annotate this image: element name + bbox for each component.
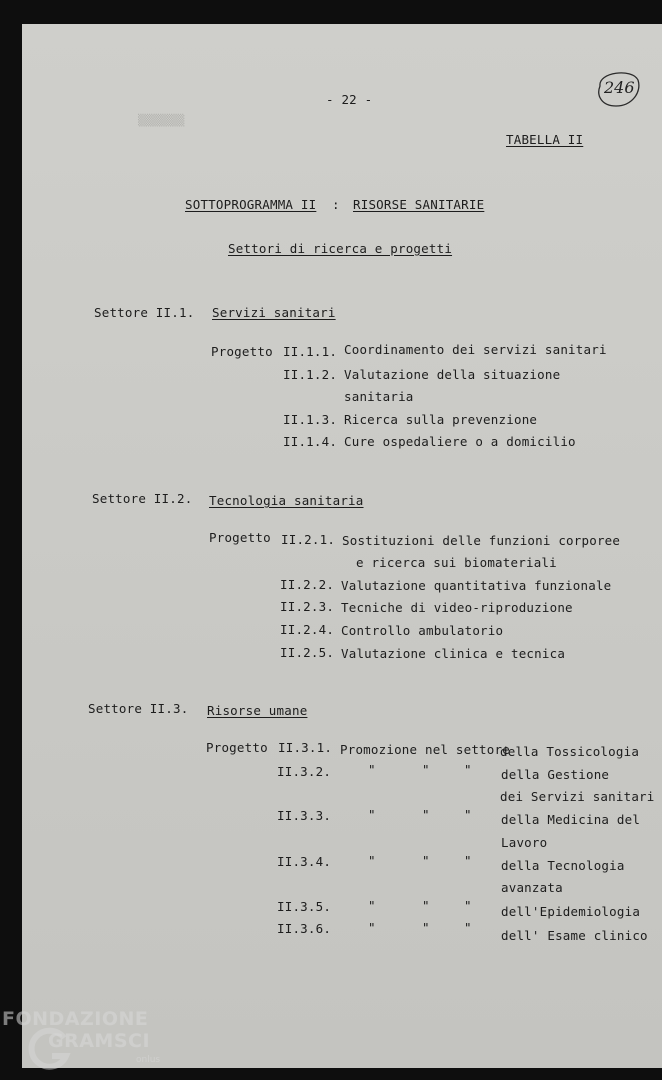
project-code: II.1.3. bbox=[283, 412, 338, 427]
promotion-text: Promozione nel settore bbox=[340, 742, 510, 757]
project-code: II.2.2. bbox=[280, 577, 335, 592]
sector-name: Servizi sanitari bbox=[212, 305, 336, 320]
project-description: Sostituzioni delle funzioni corporee bbox=[342, 533, 621, 548]
project-description: Valutazione clinica e tecnica bbox=[341, 646, 566, 661]
sector-code: Settore II.3. bbox=[88, 701, 189, 716]
project-code: II.3.6. bbox=[277, 921, 332, 936]
project-code: II.3.3. bbox=[277, 808, 332, 823]
project-code: II.1.1. bbox=[283, 344, 338, 359]
ditto-mark: " bbox=[368, 762, 376, 777]
ditto-mark: " bbox=[368, 853, 376, 868]
document-page bbox=[22, 24, 662, 1068]
subprogram-separator: : bbox=[332, 197, 340, 212]
ditto-mark: " bbox=[464, 853, 472, 868]
project-description: Cure ospedaliere o a domicilio bbox=[344, 434, 576, 449]
project-code: II.2.4. bbox=[280, 622, 335, 637]
ditto-mark: " bbox=[464, 898, 472, 913]
subprogram-label: SOTTOPROGRAMMA II bbox=[185, 197, 317, 212]
watermark-line2: GRAMSCI bbox=[48, 1030, 151, 1052]
subprogram-title: RISORSE SANITARIE bbox=[353, 197, 485, 212]
project-code: II.2.1. bbox=[281, 532, 336, 547]
project-description: Coordinamento dei servizi sanitari bbox=[344, 342, 607, 357]
project-description: della Gestione bbox=[501, 767, 610, 782]
ditto-mark: " bbox=[368, 920, 376, 935]
project-code: II.2.5. bbox=[280, 645, 335, 660]
project-code: II.3.1. bbox=[278, 740, 333, 755]
ditto-mark: " bbox=[422, 853, 430, 868]
table-label: TABELLA II bbox=[506, 132, 584, 147]
project-description: della Tossicologia bbox=[500, 744, 640, 759]
ditto-mark: " bbox=[368, 898, 376, 913]
sector-name: Tecnologia sanitaria bbox=[209, 493, 364, 508]
sector-name: Risorse umane bbox=[207, 703, 308, 718]
project-description: sanitaria bbox=[344, 389, 414, 404]
page-number: - 22 - bbox=[326, 92, 373, 107]
archive-stamp bbox=[592, 66, 644, 110]
watermark-line1: FONDAZIONE bbox=[2, 1008, 149, 1030]
sector-code: Settore II.2. bbox=[92, 491, 193, 506]
project-description: dell'Epidemiologia bbox=[501, 904, 641, 919]
sector-code: Settore II.1. bbox=[94, 305, 195, 320]
project-description: della Tecnologia bbox=[501, 858, 625, 873]
ditto-mark: " bbox=[368, 807, 376, 822]
project-description: Valutazione quantitativa funzionale bbox=[341, 578, 612, 593]
ditto-mark: " bbox=[464, 920, 472, 935]
project-description: Controllo ambulatorio bbox=[341, 623, 504, 638]
project-description: Lavoro bbox=[501, 835, 548, 850]
watermark-line3: onlus bbox=[136, 1055, 161, 1065]
bleed-through-mark: ▒▒▒▒▒▒▒ bbox=[138, 114, 185, 127]
ditto-mark: " bbox=[422, 898, 430, 913]
project-description: dell' Esame clinico bbox=[501, 928, 648, 943]
ditto-mark: " bbox=[464, 807, 472, 822]
subtitle: Settori di ricerca e progetti bbox=[228, 241, 453, 256]
project-code: II.1.4. bbox=[283, 434, 338, 449]
project-description: Valutazione della situazione bbox=[344, 367, 561, 382]
project-description: e ricerca sui biomateriali bbox=[356, 555, 557, 570]
project-label: Progetto bbox=[209, 530, 271, 545]
project-code: II.3.2. bbox=[277, 764, 332, 779]
project-description: avanzata bbox=[501, 880, 563, 895]
project-code: II.1.2. bbox=[283, 367, 338, 382]
ditto-mark: " bbox=[422, 807, 430, 822]
stamp-number: 246 bbox=[604, 78, 635, 97]
project-description: dei Servizi sanitari bbox=[500, 789, 655, 804]
project-label: Progetto bbox=[206, 740, 268, 755]
ditto-mark: " bbox=[464, 762, 472, 777]
project-description: della Medicina del bbox=[501, 812, 641, 827]
ditto-mark: " bbox=[422, 920, 430, 935]
project-code: II.2.3. bbox=[280, 599, 335, 614]
project-label: Progetto bbox=[211, 344, 273, 359]
project-description: Tecniche di video-riproduzione bbox=[341, 600, 573, 615]
watermark-logo bbox=[2, 1008, 172, 1074]
project-code: II.3.4. bbox=[277, 854, 332, 869]
ditto-mark: " bbox=[422, 762, 430, 777]
project-code: II.3.5. bbox=[277, 899, 332, 914]
project-description: Ricerca sulla prevenzione bbox=[344, 412, 538, 427]
